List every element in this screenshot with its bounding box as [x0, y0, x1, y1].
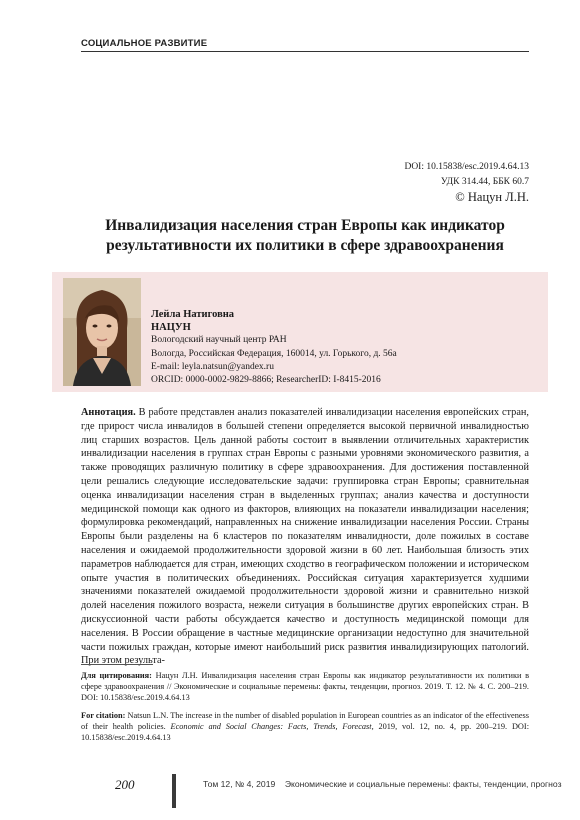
author-photo: [63, 278, 141, 386]
author-first-name: Лейла Натиговна: [151, 309, 235, 320]
abstract: [81, 406, 529, 668]
copyright: © Нацун Л.Н.: [455, 190, 529, 204]
citation-en-details: 2019, vol. 12, no. 4, pp. 200–219. DOI: 10.15838/esc.2019.4.64.13: [81, 722, 529, 743]
author-surname: НАЦУН: [151, 322, 191, 334]
author-ids: ORCID: 0000-0002-9829-8866; ResearcherID: I-8415-2016: [151, 375, 381, 386]
author-email[interactable]: E-mail: leyla.natsun@yandex.ru: [151, 361, 274, 372]
author-info: [151, 308, 397, 387]
footer-divider: [172, 774, 176, 808]
title-line-1: Инвалидизация населения стран Европы как индикатор: [105, 217, 505, 234]
article-meta: [404, 160, 529, 205]
citation-ru-text: Нацун Л.Н. Инвалидизация населения стран Европы как индикатор результативности их политики в сфере здравоохранения // Экономические и социальные перемены: факты, тенденции, прогноз. 2019. Т. 12. № 4. С. 200–219. DOI: 10.15838/esc.2019.4.64.13: [81, 671, 529, 703]
citation-en-text: Natsun L.N. The increase in the number of disabled population in European countries as an indicator of the effectiveness of their health policies.: [81, 711, 529, 732]
author-org: Вологодский научный центр РАН: [151, 335, 287, 346]
abstract-label: Аннотация.: [81, 407, 136, 418]
page-footer: [0, 776, 580, 806]
footnote-rule: [81, 664, 153, 665]
citation-en: [81, 710, 529, 744]
section-label: СОЦИАЛЬНОЕ РАЗВИТИЕ: [81, 38, 208, 49]
doi: DOI: 10.15838/esc.2019.4.64.13: [404, 162, 529, 172]
abstract-text: В работе представлен анализ показателей инвалидизации населения европейских стран, где прирост числа инвалидов в большей степени определяется высокой первичной инвалидностью лиц старших возрастов. Цель данной работы состоит в выявлении отличительных характеристик инвалидизации населения в группах стран Европы с разными уровнями экономического развития, а также проводящих различную политику в сфере здравоохранения. Для достижения поставленной цели решались следующие исследовательские задачи: группировка стран Европы; сравнительная оценка инвалидизации населения стран в выделенных группах; анализ качества и доступности медицинской помощи как одного из факторов, влияющих на показатели инвалидизации населения; формулировка рекомендаций, направленных на снижение инвалидизации населения России. Страны Европы были разделены на 6 кластеров по показателям инвалидности, доле пожилых в составе населения и ожидаемой продолжительности здоровой жизни в 60 лет. Наибольшая близость этих параметров наблюдается для стран, имеющих сходство в географическом положении и историческом опыте участия в политических объединениях. Российская ситуация характеризуется худшими значениями показателей ожидаемой продолжительности здоровой жизни и сравнительно низкой долей населения пожилого возраста, нежели ситуация в большинстве других европейских стран. В дискуссионной части работы обсуждается качество и доступность медицинской помощи для населения. В России обращение в частные медицинские организации недоступно для значительной части пожилых граждан, которые имеют наибольший риск развития инвалидизирующих патологий. При этом результа-: [81, 407, 529, 667]
footer-journal-title: Экономические и социальные перемены: факты, тенденции, прогноз: [284, 779, 562, 789]
citation-en-label: For citation:: [81, 711, 126, 720]
article-title: [81, 216, 529, 256]
footer-journal: [203, 779, 562, 789]
author-address: Вологда, Российская Федерация, 160014, ул. Горького, д. 56а: [151, 348, 397, 359]
page-number: 200: [115, 777, 135, 792]
citation-ru-label: Для цитирования:: [81, 671, 152, 680]
header-rule: [81, 51, 529, 52]
citation-ru: [81, 670, 529, 704]
footer-issue: Том 12, № 4, 2019: [203, 779, 276, 789]
title-line-2: результативности их политики в сфере здравоохранения: [106, 237, 504, 254]
citation-en-journal: Economic and Social Changes: Facts, Trends, Forecast,: [170, 722, 374, 732]
udk: УДК 314.44, ББК 60.7: [440, 177, 529, 187]
